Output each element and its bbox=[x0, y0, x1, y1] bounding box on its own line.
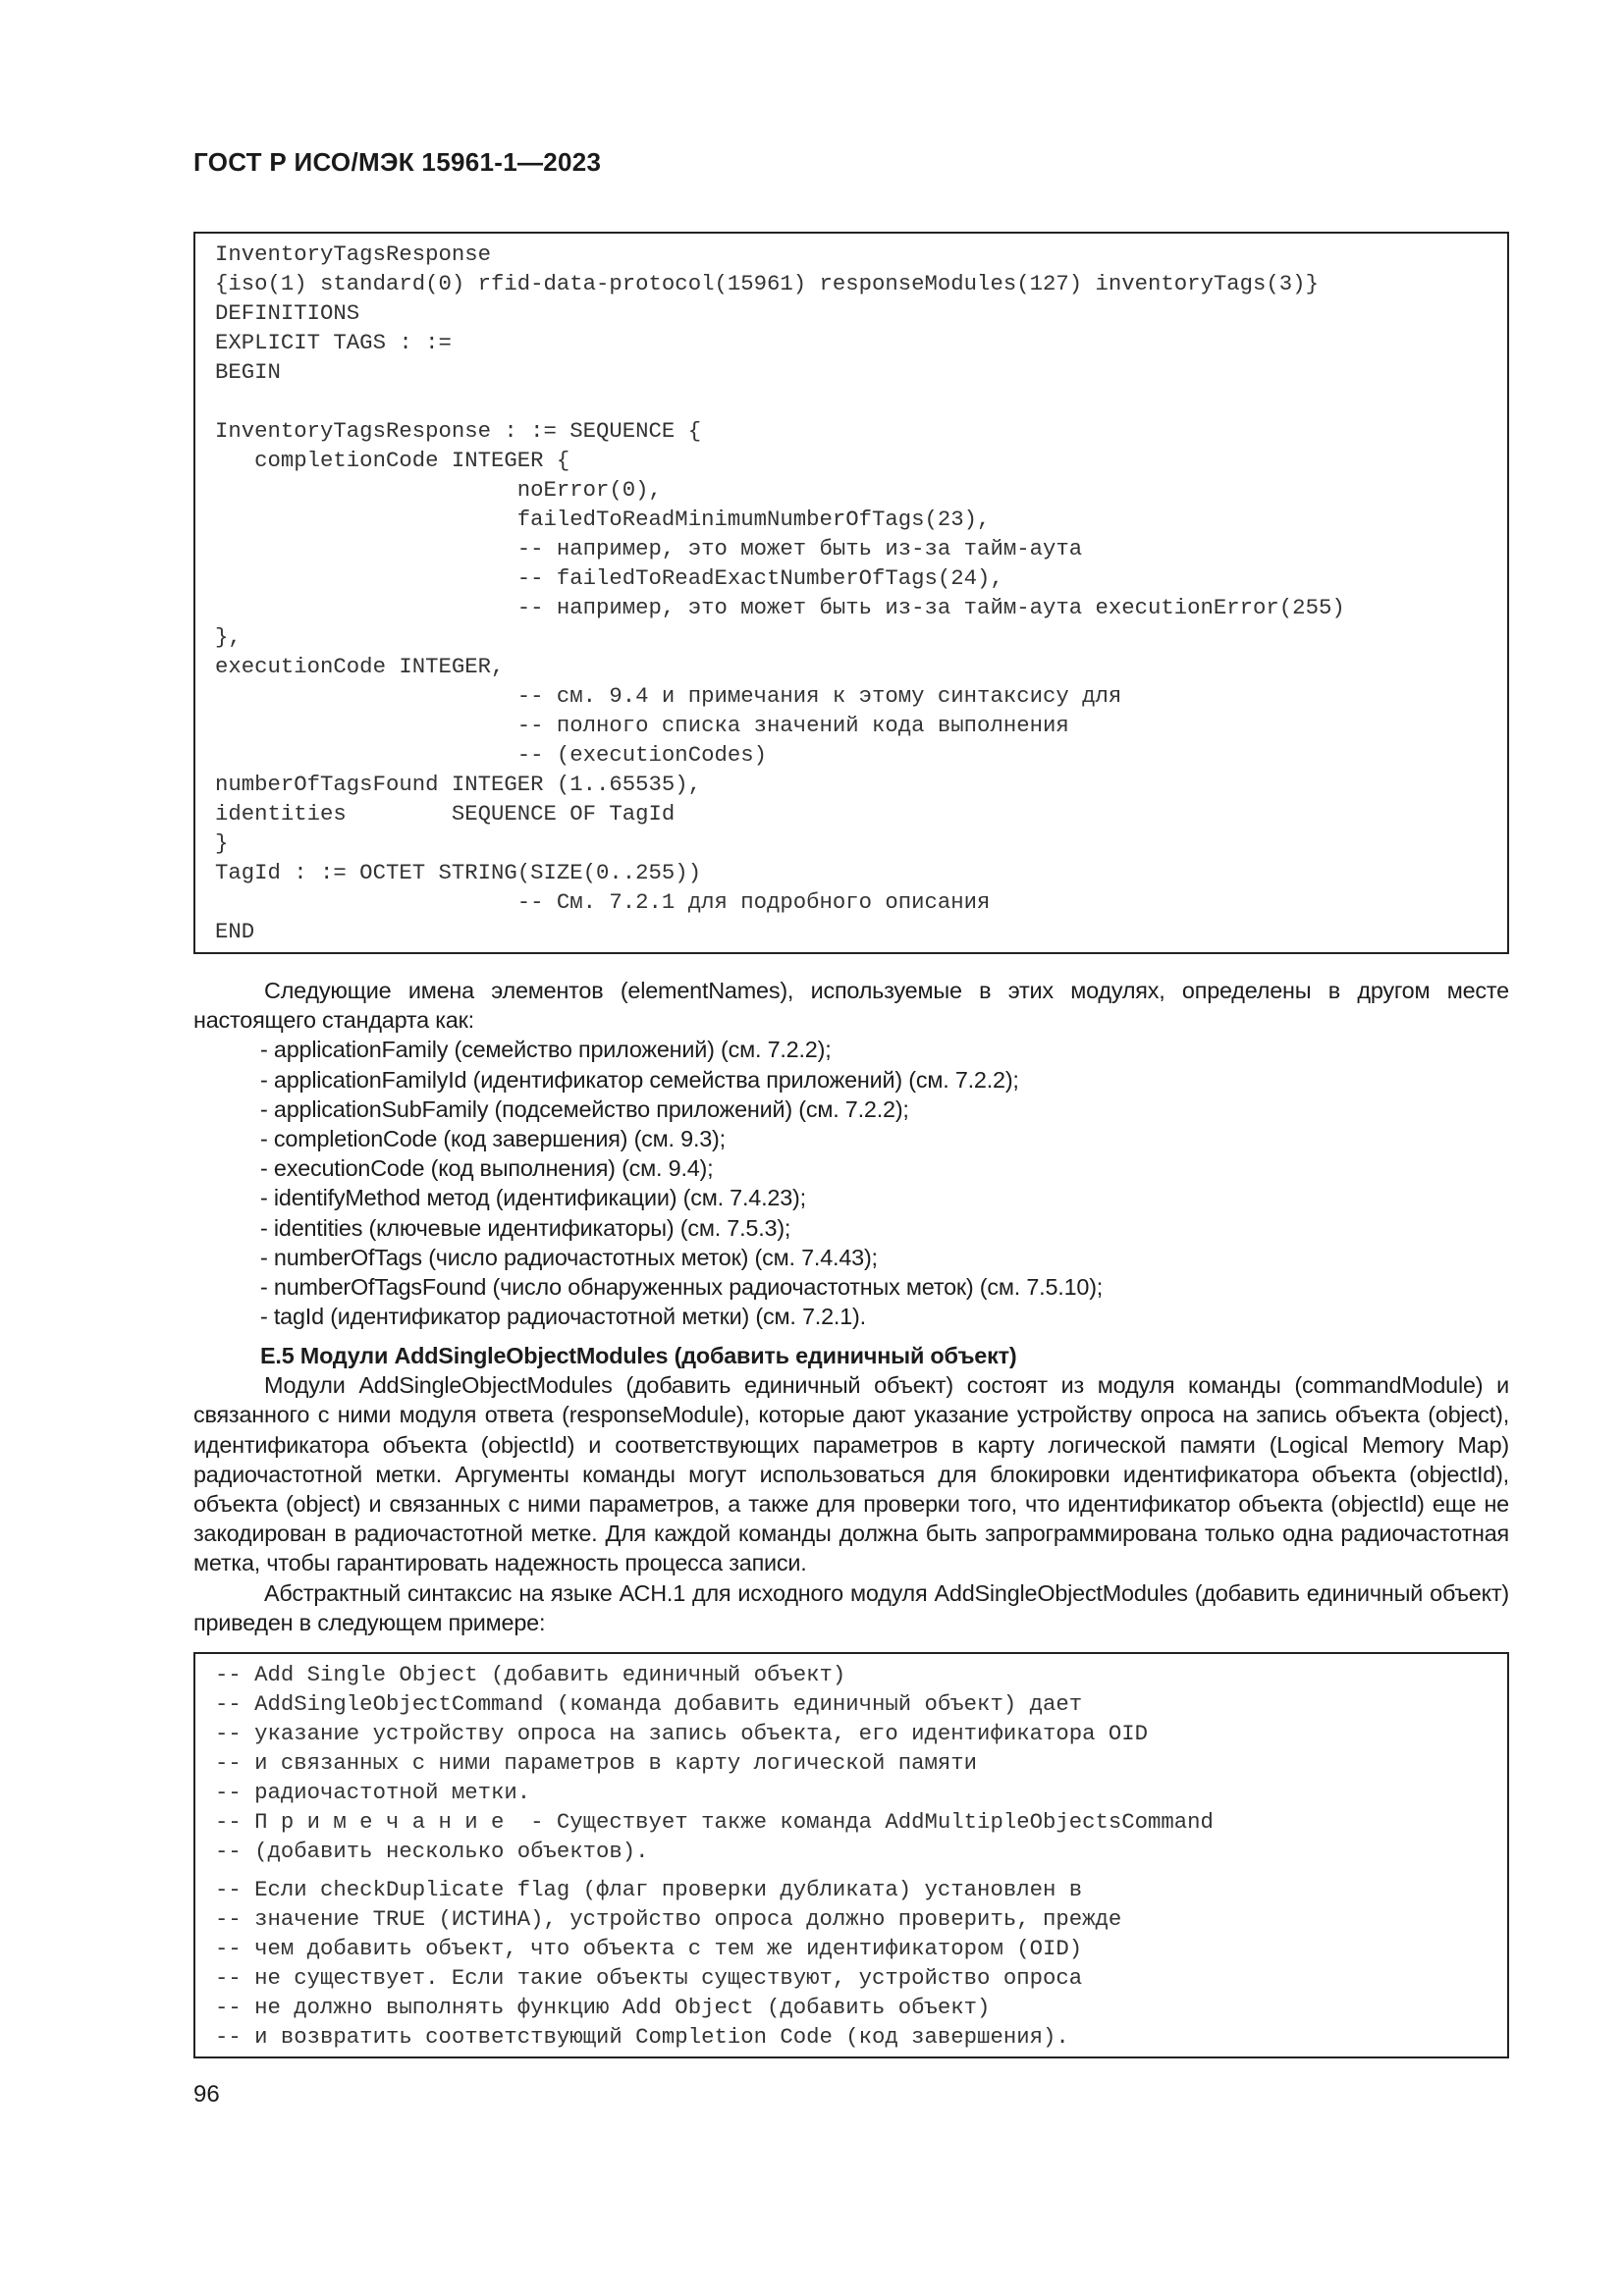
code-line: END bbox=[215, 919, 255, 944]
code-line: -- не существует. Если такие объекты существуют, устройство опроса bbox=[215, 1965, 1083, 1991]
code-line: -- failedToReadExactNumberOfTags(24), bbox=[215, 565, 1003, 591]
code-line: -- чем добавить объект, что объекта с тем же идентификатором (OID) bbox=[215, 1936, 1083, 1961]
code-line: TagId : := OCTET STRING(SIZE(0..255)) bbox=[215, 860, 702, 885]
code-line: completionCode INTEGER { bbox=[215, 448, 570, 473]
code-line: -- радиочастотной метки. bbox=[215, 1780, 531, 1805]
code-line: -- например, это может быть из-за тайм-аута executionError(255) bbox=[215, 595, 1345, 620]
list-item: - tagId (идентификатор радиочастотной метки) (см. 7.2.1). bbox=[260, 1304, 866, 1330]
code-line: failedToReadMinimumNumberOfTags(23), bbox=[215, 507, 991, 532]
code-line: InventoryTagsResponse : := SEQUENCE { bbox=[215, 418, 702, 444]
code-line: -- AddSingleObjectCommand (команда добавить единичный объект) дает bbox=[215, 1691, 1083, 1717]
code-line: -- и возвратить соответствующий Completion Code (код завершения). bbox=[215, 2024, 1069, 2050]
section-e5-title: Е.5 Модули AddSingleObjectModules (добавить единичный объект) bbox=[260, 1343, 1017, 1368]
code-line: -- не должно выполнять функцию Add Object (добавить объект) bbox=[215, 1995, 991, 2020]
list-item: - numberOfTagsFound (число обнаруженных радиочастотных меток) (см. 7.5.10); bbox=[260, 1274, 1104, 1301]
code-line: EXPLICIT TAGS : := bbox=[215, 330, 452, 355]
list-item: - completionCode (код завершения) (см. 9.3); bbox=[260, 1126, 726, 1152]
list-item: - numberOfTags (число радиочастотных меток) (см. 7.4.43); bbox=[260, 1244, 878, 1270]
list-item: - identifyMethod метод (идентификации) (см. 7.4.23); bbox=[260, 1185, 806, 1211]
list-item: - identities (ключевые идентификаторы) (см. 7.5.3); bbox=[260, 1214, 791, 1241]
list-item: - applicationFamily (семейство приложений) (см. 7.2.2); bbox=[260, 1037, 832, 1063]
code-line: -- см. 9.4 и примечания к этому синтаксису для bbox=[215, 683, 1122, 709]
code-line: -- например, это может быть из-за тайм-аута bbox=[215, 536, 1083, 561]
code-line: }, bbox=[215, 624, 242, 650]
code-line: -- (executionCodes) bbox=[215, 742, 767, 768]
asn1-code-block-inventory-tags-response bbox=[193, 232, 1509, 954]
list-item: - applicationSubFamily (подсемейство приложений) (см. 7.2.2); bbox=[260, 1095, 909, 1122]
element-names-intro: Следующие имена элементов (elementNames), используемые в этих модулях, определены в другом месте настоящего стандарта как: bbox=[193, 978, 1509, 1034]
code-line: -- Add Single Object (добавить единичный объект) bbox=[215, 1662, 846, 1687]
page-number: 96 bbox=[193, 2081, 220, 2108]
code-line: -- П р и м е ч а н и е - Существует также команда AddMultipleObjectsCommand bbox=[215, 1809, 1214, 1835]
code-line: identities SEQUENCE OF TagId bbox=[215, 801, 676, 827]
code-line: -- полного списка значений кода выполнения bbox=[215, 713, 1069, 738]
code-line: InventoryTagsResponse bbox=[215, 241, 491, 267]
code-line: BEGIN bbox=[215, 359, 281, 385]
list-item: - executionCode (код выполнения) (см. 9.4); bbox=[260, 1155, 714, 1182]
code-line: executionCode INTEGER, bbox=[215, 654, 505, 679]
list-item: - applicationFamilyId (идентификатор семейства приложений) (см. 7.2.2); bbox=[260, 1066, 1019, 1093]
code-line: -- значение TRUE (ИСТИНА), устройство опроса должно проверить, прежде bbox=[215, 1906, 1122, 1932]
code-line: -- указание устройству опроса на запись объекта, его идентификатора OID bbox=[215, 1721, 1149, 1746]
code-line: -- Если checkDuplicate flag (флаг проверки дубликата) установлен в bbox=[215, 1877, 1083, 1902]
element-names-section bbox=[193, 976, 1509, 1331]
code-line bbox=[215, 387, 1507, 416]
code-line: DEFINITIONS bbox=[215, 300, 360, 326]
code-line: -- См. 7.2.1 для подробного описания bbox=[215, 889, 991, 915]
asn1-code-block-add-single-object bbox=[193, 1652, 1509, 2058]
section-e5-paragraph-2: Абстрактный синтаксис на языке АСН.1 для исходного модуля AddSingleObjectModules (добавить единичный объект) приведен в следующем примере: bbox=[193, 1579, 1509, 1635]
section-e5-paragraph-1: Модули AddSingleObjectModules (добавить единичный объект) состоят из модуля команды (commandModule) и связанного с ними модуля ответа (responseModule), которые дают указание устройству опроса на запись объекта (object), идентификатора объекта (objectId) и соответствующих параметров в карту логической памяти (Logical Memory Map) радиочастотной метки. Аргументы команды могут использоваться для блокировки идентификатора объекта (objectId), объекта (object) и связанных с ними параметров, а также для проверки того, что идентификатор объекта (objectId) еще не закодирован в радиочастотной метке. Для каждой команды должна быть запрограммирована только одна радиочастотная метка, чтобы гарантировать надежность процесса записи. bbox=[193, 1372, 1509, 1576]
code-line: -- (добавить несколько объектов). bbox=[215, 1839, 649, 1864]
element-names-list bbox=[193, 1035, 1509, 1331]
section-e5 bbox=[193, 1341, 1509, 1637]
code-spacer bbox=[215, 1866, 1507, 1875]
code-line: } bbox=[215, 830, 229, 856]
code-line: numberOfTagsFound INTEGER (1..65535), bbox=[215, 772, 702, 797]
code-line: -- и связанных с ними параметров в карту логической памяти bbox=[215, 1750, 978, 1776]
document-header: ГОСТ Р ИСО/МЭК 15961-1—2023 bbox=[193, 147, 602, 177]
code-line: noError(0), bbox=[215, 477, 662, 503]
code-line: {iso(1) standard(0) rfid-data-protocol(15961) responseModules(127) inventoryTags(3)} bbox=[215, 271, 1319, 296]
